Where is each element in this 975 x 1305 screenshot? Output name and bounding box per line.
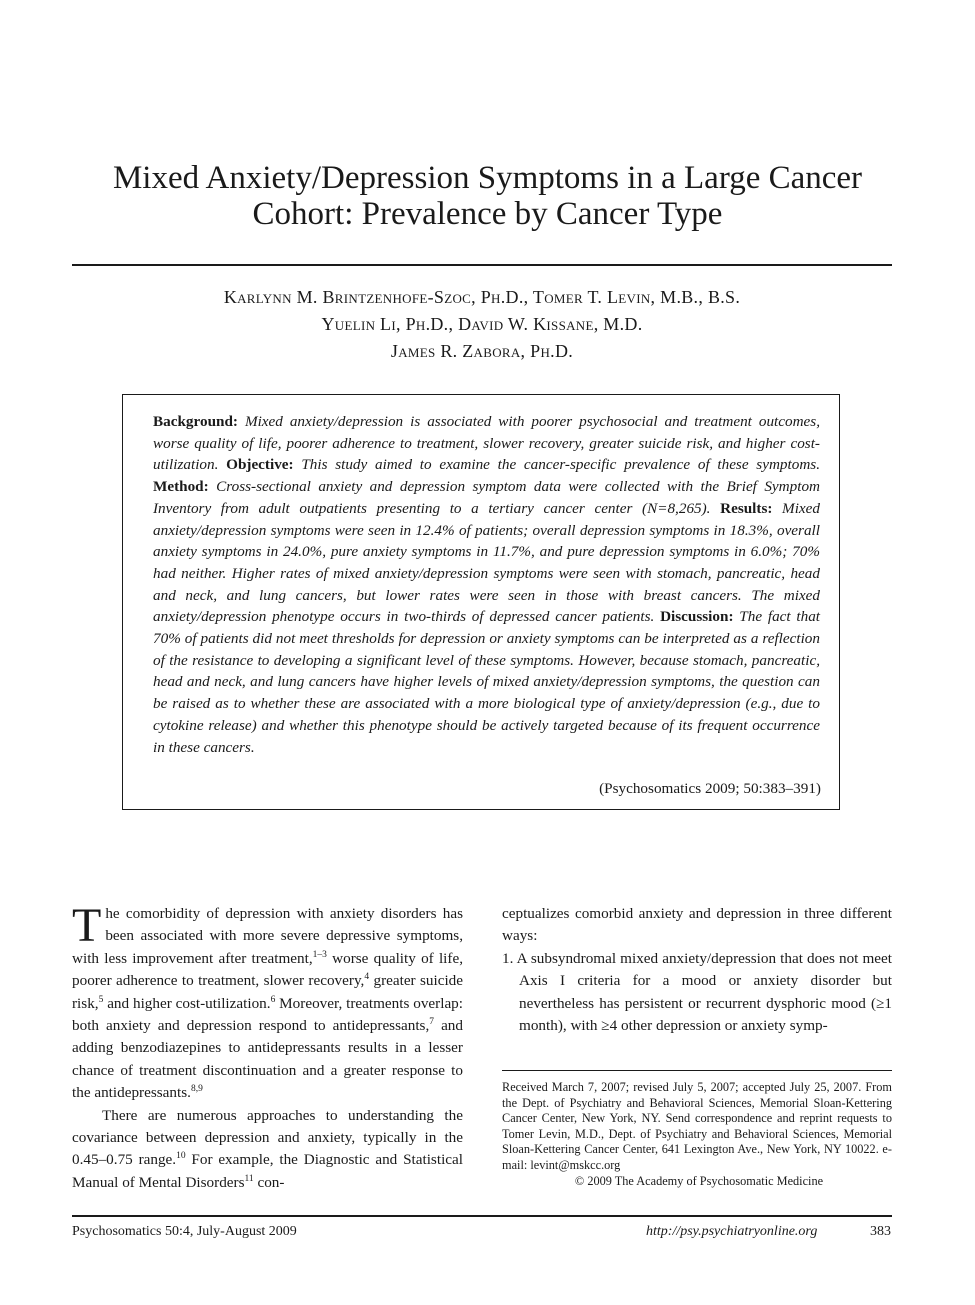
discussion-label: Discussion: [660, 608, 734, 626]
citation-ref: 10 [176, 1151, 186, 1162]
citation-ref: 11 [244, 1173, 254, 1184]
title-line: Cohort: Prevalence by Cancer Type [252, 196, 723, 232]
author-line: Yuelin Li, Ph.D., David W. Kissane, M.D. [321, 314, 643, 334]
drop-cap: T [72, 899, 102, 952]
author-line: James R. Zabora, Ph.D. [390, 341, 574, 361]
page-number: 383 [870, 1224, 891, 1239]
title-rule [72, 264, 892, 266]
author-line: Karlynn M. Brintzenhofe-Szoc, Ph.D., Tomer T. Levin, M.B., B.S. [223, 287, 741, 307]
list-item: 1. A subsyndromal mixed anxiety/depression that does not meet Axis I criteria for a mood or anxiety disorder but nevertheless has persistent or recurrent dysphoric mood (≥1 month), with ≥4 other depression or anxiety symp- [502, 949, 892, 1035]
footnote [502, 1080, 892, 1189]
objective-text: This study aimed to examine the cancer-specific prevalence of these symptoms. [301, 456, 821, 474]
background-label: Background: [153, 413, 238, 430]
copyright-notice: © 2009 The Academy of Psychosomatic Medicine [574, 1173, 824, 1188]
author-list [60, 284, 904, 365]
method-text: Cross-sectional anxiety and depression symptom data were collected with the Brief Symptom Inventory from adult outpatients presenting to a tertiary cancer center (N=8,265). [153, 478, 821, 517]
abstract-citation: (Psychosomatics 2009; 50:383–391) [599, 780, 821, 797]
article-title [60, 160, 915, 232]
body-paragraph: There are numerous approaches to understanding the covariance between depression and anxiety, typically in the 0.45–0.75 range.$^{10}$ For example, the Diagnostic and Statistical Manual of Mental Disorders$^{11}$ con- [72, 1106, 463, 1191]
received-note: Received March 7, 2007; revised July 5, 2007; accepted July 25, 2007. From the Dept. of Psychiatry and Behavioral Sciences, Memorial Sloan-Kettering Cancer Center, New York, NY. Send correspondence and reprint requests to Tomer Levin, M.D., Dept. of Psychiatry and Behavioral Sciences, Memorial Sloan-Kettering Cancer Center, 641 Lexington Ave., New York, NY 10022. e-mail: levint@mskcc.org [502, 1080, 892, 1172]
body-paragraph: ceptualizes comorbid anxiety and depression in three different ways: [502, 905, 892, 945]
footnote-rule [502, 1070, 892, 1071]
footer-rule [72, 1215, 892, 1217]
results-label: Results: [720, 499, 773, 517]
footer-url[interactable]: http://psy.psychiatryonline.org [646, 1224, 818, 1239]
title-line: Mixed Anxiety/Depression Symptoms in a Large Cancer [112, 160, 863, 196]
citation-ref: 1–3 [312, 949, 327, 960]
abstract-box [122, 394, 840, 810]
citation-ref: 5 [98, 994, 104, 1005]
method-label: Method: [153, 478, 209, 496]
background-text: Mixed anxiety/depression is associated with poorer psychosocial and treatment outcomes, worse quality of life, poorer adherence to treatment, slower recovery, greater suicide risk, and higher cost-utilization. [153, 413, 821, 474]
citation-ref: 7 [429, 1017, 435, 1028]
body-column-left [72, 899, 463, 1194]
abstract-text [153, 411, 820, 758]
results-text: Mixed anxiety/depression symptoms were seen in 12.4% of patients; overall depression symptoms in 18.3%, overall anxiety symptoms in 24.0%, pure anxiety symptoms in 11.7%, and pure depression symptoms in 6.0%; 70% had neither. Higher rates of mixed anxiety/depression symptoms were seen with stomach, pancreatic, head and neck, and lung cancers, but lower rates were seen in those with breast cancers. The mixed anxiety/depression phenotype occurs in two-thirds of depressed cancer patients. [153, 499, 820, 626]
discussion-text: The fact that 70% of patients did not meet thresholds for depression or anxiety symptoms can be interpreted as a reflection of the resistance to developing a significant level of these symptoms. However, because stomach, pancreatic, head and neck, and lung cancers have higher levels of mixed anxiety/depression symptoms, the question can be raised as to whether these are associated with a more biological type of anxiety/depression (e.g., due to cytokine release) and whether this phenotype should be actively targeted because of its frequent occurrence in these cancers. [153, 608, 821, 756]
body-paragraph: The comorbidity of depression with anxiety disorders has been associated with more severe depressive symptoms, with less improvement after treatment,$^{1-3}$ worse quality of life, poorer adherence to treatment, slower recovery,$^4$ greater suicide risk,$^5$ and higher cost-utilization.$^6$ Moreover, treatments overlap: both anxiety and depression respond to antidepressants,$^7$ and adding benzodiazepines to antidepressants results in a lesser chance of treatment discontinuation and a greater response to the antidepressants.$^{8,9}$ [72, 899, 463, 1102]
footer-journal: Psychosomatics 50:4, July-August 2009 [72, 1224, 297, 1239]
citation-ref: 4 [364, 972, 370, 983]
objective-label: Objective: [226, 456, 294, 474]
body-column-right [502, 903, 892, 1037]
citation-ref: 8,9 [190, 1084, 203, 1095]
citation-ref: 6 [270, 994, 276, 1005]
